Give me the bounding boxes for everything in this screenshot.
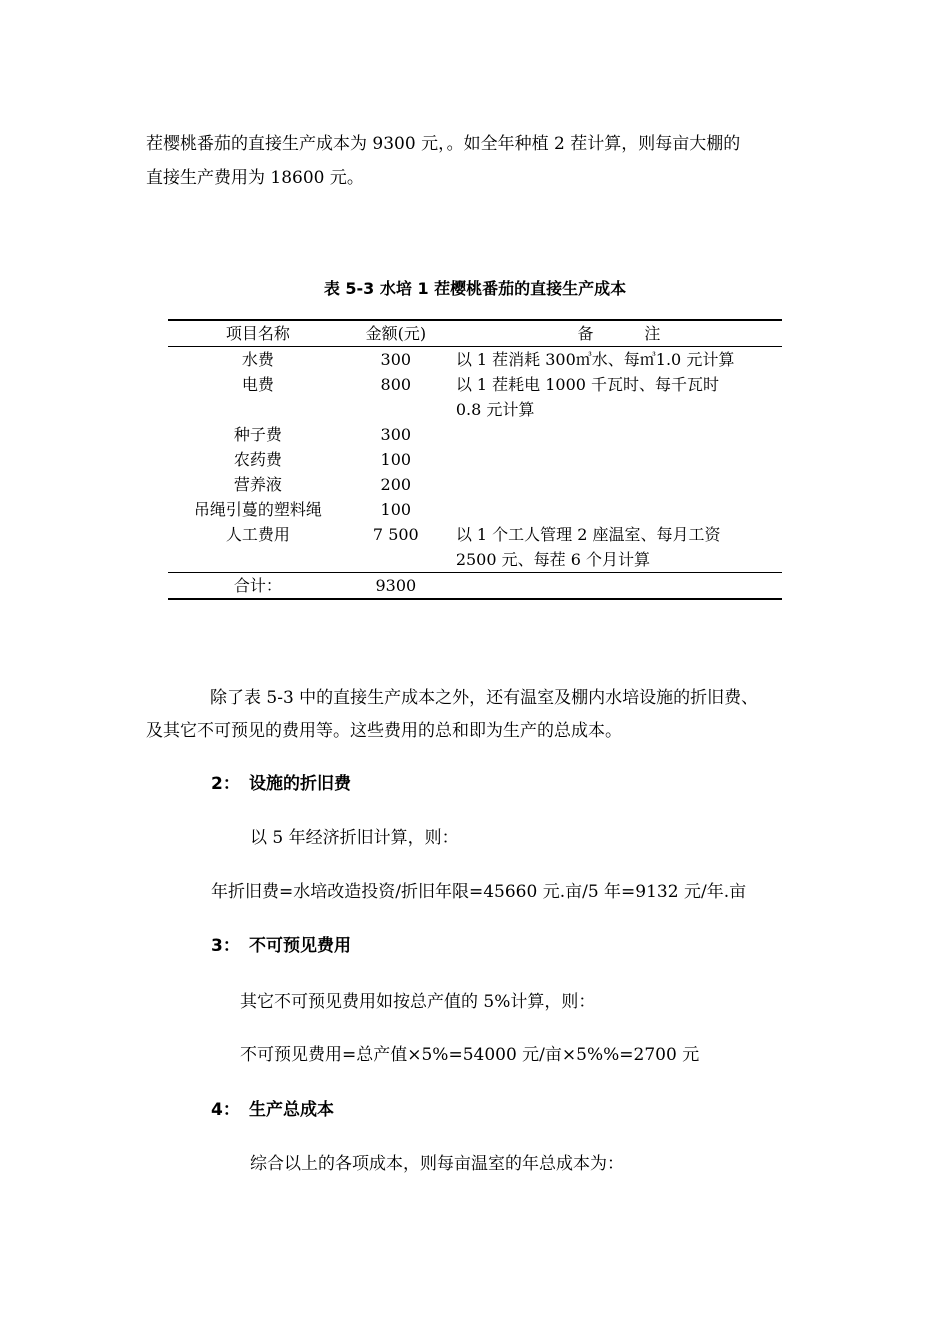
section-heading-3 [211,934,351,958]
row-note [444,522,782,573]
paragraph-line-2: 及其它不可预见的费用等。这些费用的总和即为生产的总成本。 [146,721,622,741]
header-item-name: 项目名称 [168,320,348,347]
row-note: 以 1 茬消耗 300㎥水、每㎥1.0 元计算 [455,350,735,369]
header-note: 备 注 [444,320,782,347]
row-amount: 800 [380,375,412,394]
section2-formula: 年折旧费=水培改造投资/折旧年限=45660 元.亩/5 年=9132 元/年.亩 [211,882,747,902]
row-note-line-2: 0.8 元计算 [455,400,535,419]
row-note [444,372,782,422]
row-name: 电费 [241,375,274,394]
section3-line-1: 其它不可预见费用如按总产值的 5%计算，则： [240,992,596,1012]
section-heading-2 [211,772,351,796]
row-name: 吊绳引蔓的塑料绳 [193,500,322,519]
row-name: 水费 [241,350,274,369]
row-note-line-1: 以 1 茬耗电 1000 千瓦时、每千瓦时 [455,375,720,394]
section-title: 生产总成本 [249,1100,334,1120]
section4-line-1: 综合以上的各项成本，则每亩温室的年总成本为： [250,1154,624,1174]
row-amount: 200 [380,475,412,494]
total-amount: 9300 [348,573,444,600]
row-amount: 100 [380,450,412,469]
intro-line-1: 茬樱桃番茄的直接生产成本为 9300 元，。如全年种植 2 茬计算，则每亩大棚的 [146,134,741,154]
table-row [168,447,782,472]
cost-table [168,319,782,600]
section-number: 4： [211,1100,240,1120]
table-header-row [168,320,782,347]
row-name: 农药费 [233,450,282,469]
table-caption: 表 5-3 水培 1 茬樱桃番茄的直接生产成本 [323,279,627,298]
row-name: 营养液 [233,475,282,494]
table-row [168,372,782,422]
table-row [168,472,782,497]
section-number: 2： [211,774,240,794]
row-name: 人工费用 [225,525,290,544]
row-amount: 100 [380,500,412,519]
row-amount: 300 [380,425,412,444]
row-note [444,472,782,497]
row-amount: 7 500 [372,525,419,544]
header-amount: 金额(元) [348,320,444,347]
table-row [168,347,782,373]
row-name: 种子费 [233,425,282,444]
section-title: 不可预见费用 [249,936,351,956]
intro-line-2: 直接生产费用为 18600 元。 [146,168,364,188]
paragraph-line-1: 除了表 5-3 中的直接生产成本之外，还有温室及棚内水培设施的折旧费、 [210,688,759,708]
table-row [168,522,782,573]
section3-formula: 不可预见费用=总产值×5%=54000 元/亩×5%%=2700 元 [240,1045,700,1065]
row-note [444,422,782,447]
table-row [168,497,782,522]
section-heading-4 [211,1098,334,1122]
section-number: 3： [211,936,240,956]
row-note-line-1: 以 1 个工人管理 2 座温室、每月工资 [455,525,721,544]
row-note [444,497,782,522]
row-amount: 300 [380,350,412,369]
row-note-line-2: 2500 元、每茬 6 个月计算 [455,550,650,569]
section2-line-1: 以 5 年经济折旧计算，则： [250,828,459,848]
section-title: 设施的折旧费 [249,774,351,794]
table-total-row [168,573,782,600]
row-note [444,447,782,472]
total-note [444,573,782,600]
total-label: 合计： [168,573,348,600]
table-row [168,422,782,447]
